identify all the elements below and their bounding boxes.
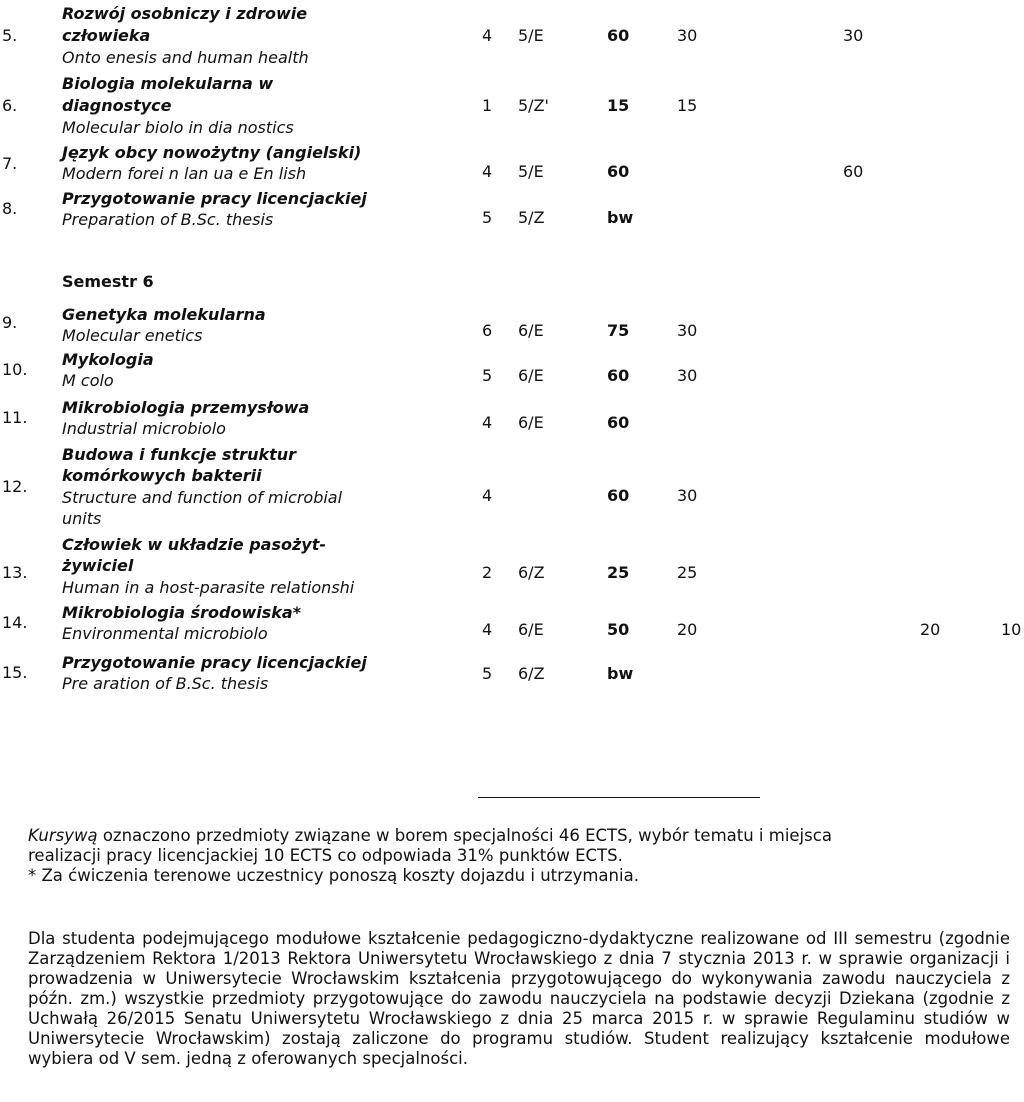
total-hours: 50	[607, 620, 630, 639]
ects-value: 5	[482, 208, 493, 227]
course-number: 9.	[2, 313, 18, 332]
total-hours: 75	[607, 321, 630, 340]
course-name-en: units	[62, 509, 102, 528]
semester-heading: Semestr 6	[62, 272, 154, 291]
course-name-en: Industrial microbiolo	[62, 419, 226, 438]
course-name-en: Onto enesis and human health	[62, 48, 309, 67]
semester-exam: 6/E	[518, 620, 544, 639]
ects-value: 1	[482, 96, 493, 115]
total-hours: 60	[607, 413, 630, 432]
total-hours: 60	[607, 366, 630, 385]
total-hours: 60	[607, 486, 630, 505]
lecture-hours: 30	[677, 366, 698, 385]
course-name-en: Pre aration of B.Sc. thesis	[62, 674, 269, 693]
separator-line	[478, 797, 760, 798]
semester-exam: 6/E	[518, 366, 544, 385]
course-number: 14.	[2, 613, 28, 632]
course-name-pl: Mikrobiologia przemysłowa	[62, 398, 310, 417]
course-name-en: Human in a host-parasite relationshi	[62, 578, 355, 597]
course-name-pl: Człowiek w układzie pasożyt-	[62, 535, 327, 554]
semester-exam: 6/E	[518, 413, 544, 432]
ects-value: 4	[482, 162, 493, 181]
footnote-thesis: realizacji pracy licencjackiej 10 ECTS co odpowiada 31% punktów ECTS.	[28, 846, 623, 865]
course-name-pl: Język obcy nowożytny (angielski)	[62, 143, 362, 162]
course-name-pl: Przygotowanie pracy licencjackiej	[62, 189, 367, 208]
italic-term: Kursywą	[28, 826, 98, 845]
course-name-en: Molecular enetics	[62, 326, 203, 345]
semester-exam: 5/Z'	[518, 96, 549, 115]
ects-value: 4	[482, 620, 493, 639]
course-name-pl: Budowa i funkcje struktur	[62, 445, 297, 464]
semester-exam: 5/Z	[518, 208, 545, 227]
lecture-hours: 15	[677, 96, 698, 115]
course-name-pl: Mikrobiologia środowiska*	[62, 603, 302, 622]
ects-value: 4	[482, 413, 493, 432]
course-number: 10.	[2, 360, 28, 379]
total-hours: bw	[607, 208, 634, 227]
ects-value: 5	[482, 664, 493, 683]
field-hours: 20	[920, 620, 941, 639]
footnote-specialization	[28, 826, 994, 846]
course-name-pl: Rozwój osobniczy i zdrowie	[62, 4, 308, 23]
course-number: 6.	[2, 96, 18, 115]
course-number: 15.	[2, 663, 28, 682]
ects-value: 4	[482, 486, 493, 505]
semester-exam: 5/E	[518, 162, 544, 181]
course-name-en: Structure and function of microbial	[62, 488, 343, 507]
course-number: 8.	[2, 199, 18, 218]
footnote-field-costs: * Za ćwiczenia terenowe uczestnicy ponoszą koszty dojazdu i utrzymania.	[28, 866, 639, 885]
total-hours: 60	[607, 162, 630, 181]
ects-value: 4	[482, 26, 493, 45]
course-number: 5.	[2, 26, 18, 45]
class-hours: 30	[843, 26, 864, 45]
course-number: 13.	[2, 563, 28, 582]
course-name-en: Molecular biolo in dia nostics	[62, 118, 294, 137]
lecture-hours: 20	[677, 620, 698, 639]
pedagogical-module-paragraph: Dla studenta podejmującego modułowe kształcenie pedagogiczno-dydaktyczne realizowane od III semestru (zgodnie Zarządzeniem Rektora 1/2013 Rektora Uniwersytetu Wrocławskiego z dnia 7 stycznia 2013 r. w sprawie organizacji i prowadzenia w Uniwersytecie Wrocławskim kształcenia przygotowującego do wykonywania zawodu nauczyciela z późn. zm.) wszystkie przedmioty przygotowujące do zawodu nauczyciela na podstawie decyzji Dziekana (zgodnie z Uchwałą 26/2015 Senatu Uniwersytetu Wrocławskiego z dnia 25 marca 2015 r. w sprawie Regulaminu studiów w Uniwersytecie Wrocławskim) zostają zaliczone do programu studiów. Student realizujący kształcenie modułowe wybiera od V sem. jedną z oferowanych specjalności.	[28, 928, 1010, 1068]
semester-exam: 5/E	[518, 26, 544, 45]
lecture-hours: 30	[677, 486, 698, 505]
lecture-hours: 30	[677, 26, 698, 45]
course-number: 7.	[2, 154, 18, 173]
lecture-hours: 30	[677, 321, 698, 340]
course-name-pl: komórkowych bakterii	[62, 466, 262, 485]
lecture-hours: 25	[677, 563, 698, 582]
course-name-pl: Biologia molekularna w	[62, 74, 274, 93]
ects-value: 5	[482, 366, 493, 385]
course-name-en: M colo	[62, 371, 114, 390]
total-hours: 25	[607, 563, 630, 582]
ects-value: 2	[482, 563, 493, 582]
language-hours: 60	[843, 162, 864, 181]
course-name-pl: Mykologia	[62, 350, 154, 369]
total-hours: bw	[607, 664, 634, 683]
course-name-en: Modern forei n lan ua e En lish	[62, 164, 307, 183]
course-number: 12.	[2, 477, 28, 496]
ects-value: 6	[482, 321, 493, 340]
course-name-en: Environmental microbiolo	[62, 624, 268, 643]
semester-exam: 6/E	[518, 321, 544, 340]
course-name-pl: diagnostyce	[62, 96, 172, 115]
course-name-pl: człowieka	[62, 26, 151, 45]
total-hours: 15	[607, 96, 630, 115]
course-number: 11.	[2, 408, 28, 427]
semester-exam: 6/Z	[518, 563, 545, 582]
footnotes	[28, 826, 994, 886]
semester-exam: 6/Z	[518, 664, 545, 683]
course-name-pl: żywiciel	[62, 556, 134, 575]
other-hours: 10	[1001, 620, 1022, 639]
total-hours: 60	[607, 26, 630, 45]
course-name-pl: Genetyka molekularna	[62, 305, 266, 324]
course-name-pl: Przygotowanie pracy licencjackiej	[62, 653, 367, 672]
course-name-en: Preparation of B.Sc. thesis	[62, 210, 274, 229]
footnote-text: oznaczono przedmioty związane w borem specjalności 46 ECTS, wybór tematu i miejsca	[97, 826, 832, 845]
